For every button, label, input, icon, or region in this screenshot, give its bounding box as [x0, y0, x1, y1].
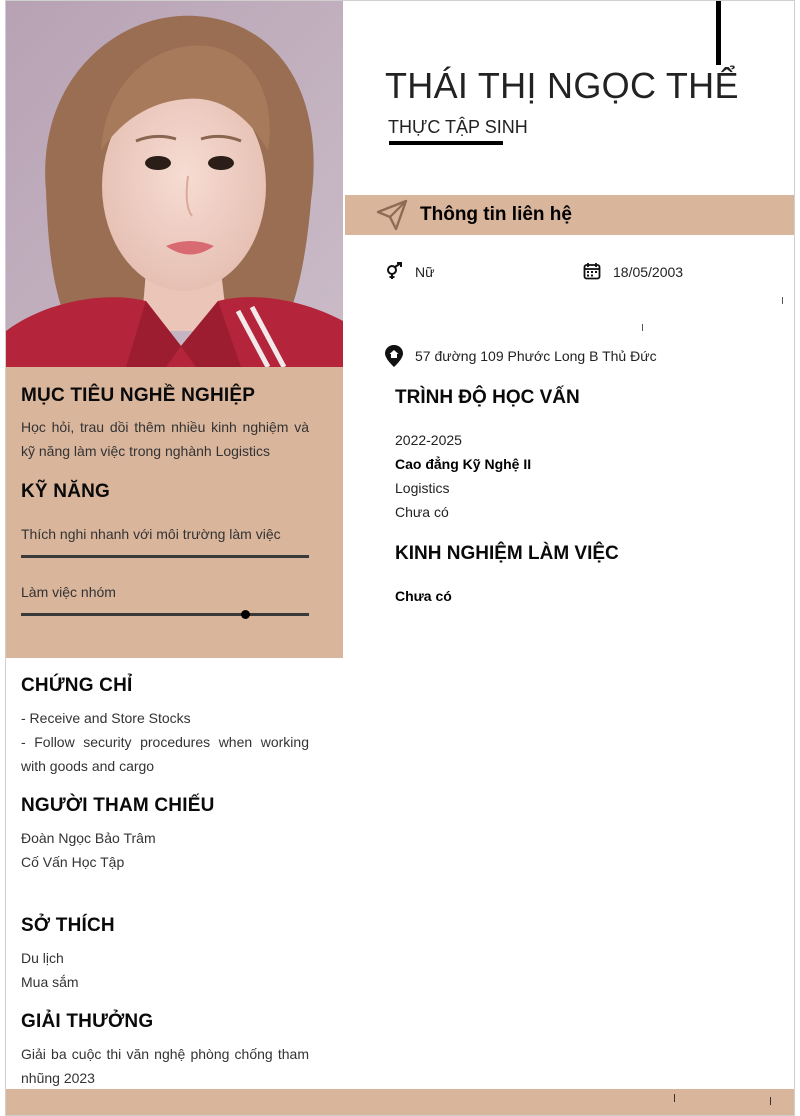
profile-photo: [6, 1, 343, 367]
references-title: NGƯỜI THAM CHIẾU: [21, 795, 215, 816]
skill-level-bar: [21, 613, 309, 616]
reference-role: Cố Vấn Học Tập: [21, 854, 125, 870]
gender-value: Nữ: [415, 264, 435, 280]
stray-mark: [642, 324, 643, 331]
stray-mark: [782, 297, 783, 304]
paper-plane-icon: [375, 198, 409, 232]
stray-mark: [674, 1094, 675, 1102]
certificates-title: CHỨNG CHỈ: [21, 675, 133, 696]
footer-band: [6, 1089, 795, 1116]
birthday-value: 18/05/2003: [613, 264, 684, 280]
education-period: 2022-2025: [395, 432, 462, 448]
location-icon: [384, 344, 404, 368]
skill-level-bar: [21, 555, 309, 558]
stray-mark: [770, 1097, 771, 1105]
candidate-name: THÁI THỊ NGỌC THỂ: [385, 65, 739, 106]
education-major: Logistics: [395, 480, 450, 496]
contact-title: Thông tin liên hệ: [420, 204, 572, 225]
education-school: Cao đẳng Kỹ Nghệ II: [395, 456, 532, 472]
objective-text: Học hỏi, trau dồi thêm nhiều kinh nghiệm và kỹ năng làm việc trong nghành Logistics: [21, 419, 309, 459]
header-accent-bar: [716, 1, 721, 65]
certificate-item: - Receive and Store Stocks: [21, 710, 191, 726]
objective-title: MỤC TIÊU NGHỀ NGHIỆP: [21, 385, 256, 406]
job-title-underline: [389, 141, 503, 145]
award-text: Giải ba cuộc thi văn nghệ phòng chống tham nhũng 2023: [21, 1046, 309, 1086]
skill-label: Thích nghi nhanh với môi trường làm việc: [21, 526, 281, 542]
experience-title: KINH NGHIỆM LÀM VIỆC: [395, 543, 619, 564]
gender-icon: [385, 262, 403, 280]
reference-name: Đoàn Ngọc Bảo Trâm: [21, 830, 156, 846]
calendar-icon: [583, 262, 601, 280]
education-note: Chưa có: [395, 504, 449, 520]
address-value: 57 đường 109 Phước Long B Thủ Đức: [415, 348, 657, 364]
education-title: TRÌNH ĐỘ HỌC VẤN: [395, 387, 580, 408]
awards-title: GIẢI THƯỞNG: [21, 1011, 154, 1032]
certificate-item: - Follow security procedures when working with goods and cargo: [21, 734, 309, 774]
skill-label: Làm việc nhóm: [21, 584, 116, 600]
hobbies-title: SỞ THÍCH: [21, 915, 115, 936]
portrait-image: [6, 1, 343, 367]
experience-text: Chưa có: [395, 588, 452, 604]
cv-page: [5, 0, 795, 1116]
job-title: THỰC TẬP SINH: [388, 117, 528, 137]
hobby-item: Du lịch: [21, 950, 64, 966]
hobby-item: Mua sắm: [21, 974, 79, 990]
skills-title: KỸ NĂNG: [21, 481, 111, 502]
